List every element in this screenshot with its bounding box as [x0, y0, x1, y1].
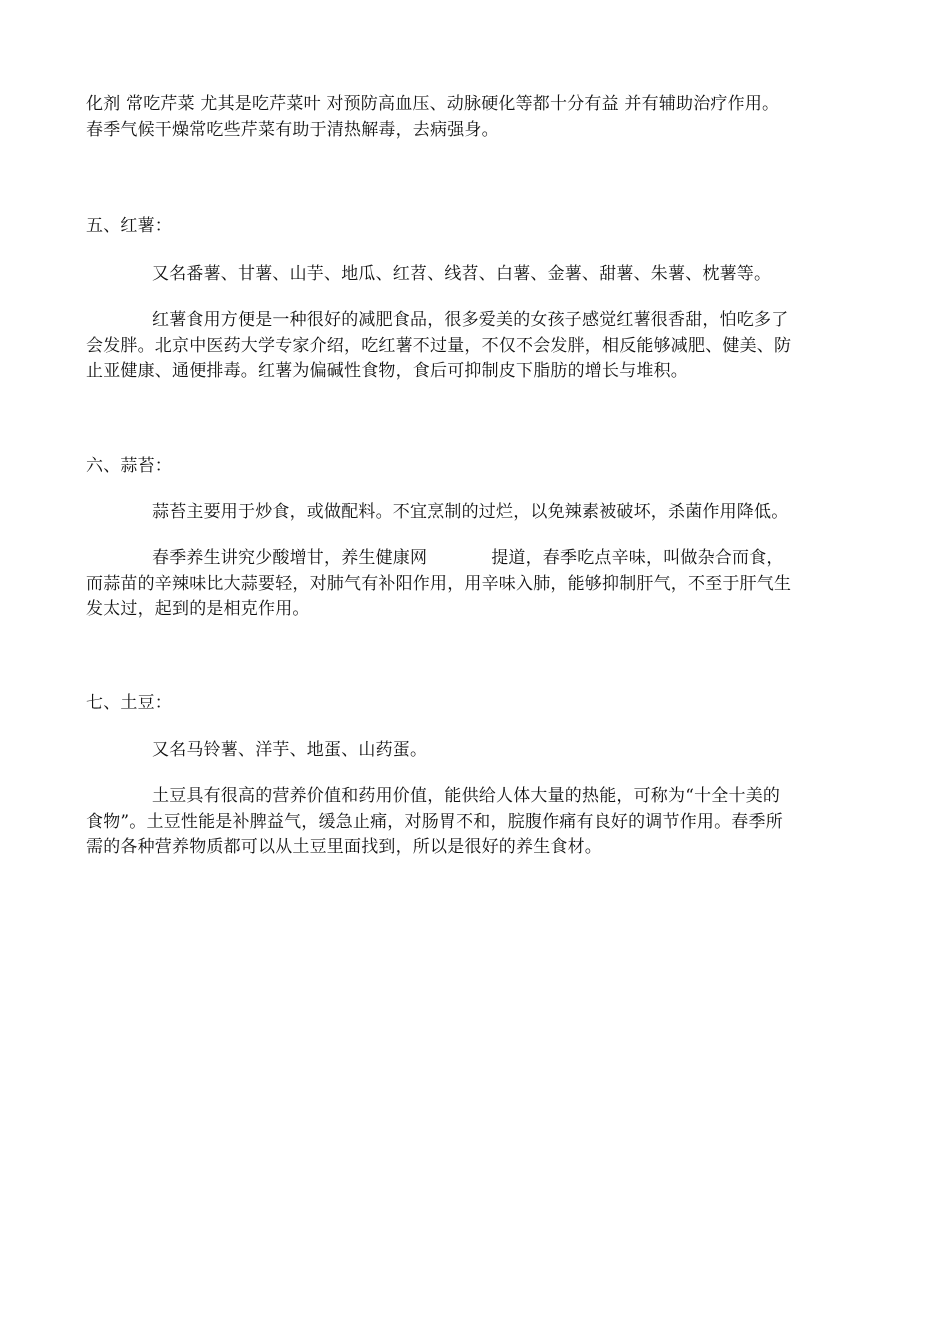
garlic-sprout-para-2-part-b: 提道，春季吃点辛味，叫做杂合而食， [491, 548, 784, 568]
section-heading-sweet-potato: 五、红薯： [86, 216, 172, 236]
sweet-potato-body-line-3: 止亚健康、通便排毒。红薯为偏碱性食物，食后可抑制皮下脂肪的增长与堆积。 [86, 361, 688, 381]
section-heading-potato: 七、土豆： [86, 693, 172, 713]
potato-body-line-3: 需的各种营养物质都可以从土豆里面找到，所以是很好的养生食材。 [86, 837, 602, 857]
garlic-sprout-para-2-line-3: 发太过，起到的是相克作用。 [86, 599, 310, 619]
potato-body-line-1: 土豆具有很高的营养价值和药用价值，能供给人体大量的热能，可称为“十全十美的 [152, 786, 781, 806]
sweet-potato-alias: 又名番薯、甘薯、山芋、地瓜、红苕、线苕、白薯、金薯、甜薯、朱薯、枕薯等。 [152, 264, 772, 284]
potato-body-line-2: 食物”。土豆性能是补脾益气，缓急止痛，对肠胃不和，脘腹作痛有良好的调节作用。春季所 [86, 812, 783, 832]
garlic-sprout-para-2-part-a: 春季养生讲究少酸增甘，养生健康网 [152, 548, 428, 568]
garlic-sprout-para-2-line-2: 而蒜苗的辛辣味比大蒜要轻，对肺气有补阳作用，用辛味入肺，能够抑制肝气，不至于肝气生 [86, 574, 792, 594]
sweet-potato-body-line-2: 会发胖。北京中医药大学专家介绍，吃红薯不过量，不仅不会发胖，相反能够减肥、健美、防 [86, 336, 792, 356]
intro-line-1: 化剂 常吃芹菜 尤其是吃芹菜叶 对预防高血压、动脉硬化等都十分有益 并有辅助治疗作用。 [86, 94, 780, 114]
potato-alias: 又名马铃薯、洋芋、地蛋、山药蛋。 [152, 740, 428, 760]
intro-line-2: 春季气候干燥常吃些芹菜有助于清热解毒，去病强身。 [86, 120, 499, 140]
garlic-sprout-para-2-line-1 [152, 546, 784, 570]
section-heading-garlic-sprout: 六、蒜苔： [86, 456, 172, 476]
sweet-potato-body-line-1: 红薯食用方便是一种很好的减肥食品，很多爱美的女孩子感觉红薯很香甜，怕吃多了 [152, 310, 789, 330]
garlic-sprout-para-1: 蒜苔主要用于炒食，或做配料。不宜烹制的过烂，以免辣素被破坏，杀菌作用降低。 [152, 502, 789, 522]
